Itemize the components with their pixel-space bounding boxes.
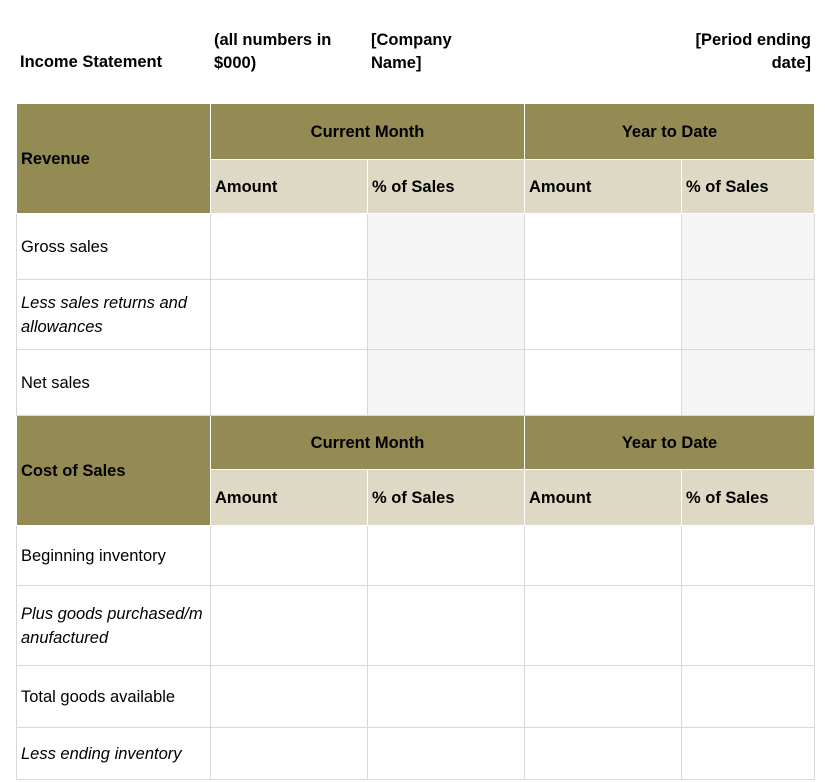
pct-sales-cell[interactable] xyxy=(682,728,815,780)
row-label-gross-sales: Gross sales xyxy=(17,214,211,280)
statement-title: Income Statement xyxy=(20,53,163,71)
company-name-placeholder[interactable]: [Company Name] xyxy=(371,31,452,72)
column-header-amount: Amount xyxy=(211,160,368,214)
amount-cell[interactable] xyxy=(211,586,368,666)
pct-sales-cell[interactable] xyxy=(368,728,525,780)
table-row xyxy=(17,666,815,728)
group-header-current-month: Current Month xyxy=(211,104,525,160)
pct-sales-cell[interactable] xyxy=(368,526,525,586)
row-label-total-goods-available: Total goods available xyxy=(17,666,211,728)
row-label-sales-returns: Less sales returns and allowances xyxy=(17,280,211,350)
table-row xyxy=(17,526,815,586)
group-header-current-month: Current Month xyxy=(211,416,525,470)
column-header-pct-sales: % of Sales xyxy=(682,160,815,214)
pct-sales-cell[interactable] xyxy=(368,214,525,280)
amount-cell[interactable] xyxy=(525,666,682,728)
pct-sales-cell[interactable] xyxy=(682,526,815,586)
units-note: (all numbers in $000) xyxy=(214,31,332,72)
column-header-pct-sales: % of Sales xyxy=(368,470,525,526)
table-row xyxy=(17,280,815,350)
amount-cell[interactable] xyxy=(525,350,682,416)
row-label-ending-inventory: Less ending inventory xyxy=(17,728,211,780)
column-header-amount: Amount xyxy=(525,160,682,214)
amount-cell[interactable] xyxy=(211,350,368,416)
pct-sales-cell[interactable] xyxy=(368,280,525,350)
group-header-year-to-date: Year to Date xyxy=(525,104,815,160)
amount-cell[interactable] xyxy=(525,280,682,350)
pct-sales-cell[interactable] xyxy=(682,666,815,728)
row-label-net-sales: Net sales xyxy=(17,350,211,416)
table-row xyxy=(17,350,815,416)
amount-cell[interactable] xyxy=(525,526,682,586)
pct-sales-cell[interactable] xyxy=(368,350,525,416)
pct-sales-cell[interactable] xyxy=(682,280,815,350)
table-row xyxy=(17,586,815,666)
row-label-beginning-inventory: Beginning inventory xyxy=(17,526,211,586)
pct-sales-cell[interactable] xyxy=(682,350,815,416)
table-row xyxy=(17,728,815,780)
amount-cell[interactable] xyxy=(525,728,682,780)
column-header-pct-sales: % of Sales xyxy=(682,470,815,526)
column-header-pct-sales: % of Sales xyxy=(368,160,525,214)
pct-sales-cell[interactable] xyxy=(682,586,815,666)
section-header-cost-of-sales: Cost of Sales xyxy=(17,416,211,526)
amount-cell[interactable] xyxy=(211,728,368,780)
row-label-goods-purchased: Plus goods purchased/manufactured xyxy=(17,586,211,666)
section-header-revenue: Revenue xyxy=(17,104,211,214)
period-date-placeholder[interactable]: [Period ending date] xyxy=(695,31,811,72)
column-header-amount: Amount xyxy=(211,470,368,526)
amount-cell[interactable] xyxy=(211,280,368,350)
amount-cell[interactable] xyxy=(525,214,682,280)
column-header-amount: Amount xyxy=(525,470,682,526)
amount-cell[interactable] xyxy=(211,666,368,728)
amount-cell[interactable] xyxy=(211,214,368,280)
pct-sales-cell[interactable] xyxy=(368,586,525,666)
income-statement-table xyxy=(16,103,815,780)
group-header-year-to-date: Year to Date xyxy=(525,416,815,470)
table-row xyxy=(17,214,815,280)
amount-cell[interactable] xyxy=(211,526,368,586)
amount-cell[interactable] xyxy=(525,586,682,666)
pct-sales-cell[interactable] xyxy=(682,214,815,280)
pct-sales-cell[interactable] xyxy=(368,666,525,728)
